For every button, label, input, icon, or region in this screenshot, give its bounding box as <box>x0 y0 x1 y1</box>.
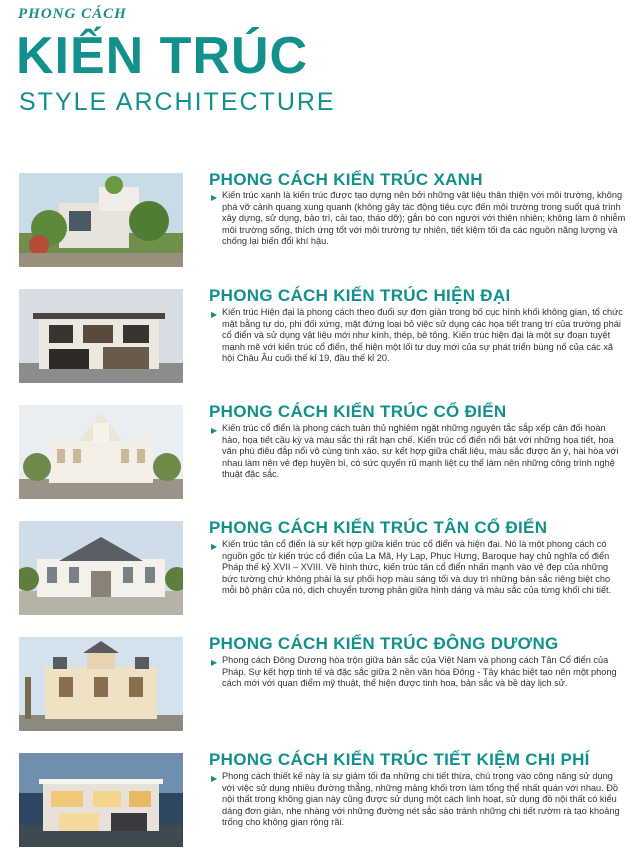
bullet-icon: ▶ <box>211 426 218 435</box>
classic-villa-photo <box>19 405 183 499</box>
green-house-photo <box>19 173 183 267</box>
bullet-icon: ▶ <box>211 658 218 667</box>
section-title: PHONG CÁCH KIẾN TRÚC TIẾT KIỆM CHI PHÍ <box>209 750 590 769</box>
section-title: PHONG CÁCH KIẾN TRÚC TÂN CỔ ĐIỂN <box>209 518 548 537</box>
neoclassical-villa-photo <box>19 521 183 615</box>
page-subtitle: STYLE ARCHITECTURE <box>19 88 336 116</box>
bullet-icon: ▶ <box>211 310 218 319</box>
bullet-icon: ▶ <box>211 542 218 551</box>
section-body: Phong cách thiết kế này là sự giảm tối đa những chi tiết thừa, chú trọng vào công năng sử dụng với việc sử dụng nhiều đường thẳng, những mảng khối trơn làm tổng thể nhất quán với nhau. Đồ nội thất trong không gian này cũng được sử dụng một cách linh hoạt, sử dụng đồ nội thất có kiểu dáng đơn giản, nhẹ nhàng với những đường nét sắc sảo tránh những chi tiết rườm rà tạo khoảng trống cho không gian rộng rãi. <box>222 771 620 828</box>
section-body: Kiến trúc tân cổ điển là sự kết hợp giữa kiến trúc cổ điển và hiện đại. Nó là một phong cách có nguồn gốc từ kiến trúc cổ điển của La Mã, Hy Lạp, Phục Hưng, Baroque hay chủ nghĩa cổ điển Pháp thế kỷ XVII – XVIII. Về hình thức, kiến trúc tân cổ điển nhấn mạnh vào vẻ đẹp của những bức tường chứ không phải là sự phối hợp màu sáng tối và duy trì những bản sắc riêng biệt cho mỗi bộ phận của nó, dịch chuyển tương phản giữa hình dáng và màu sắc của từng khối chi tiết. <box>222 539 612 596</box>
section-title: PHONG CÁCH KIẾN TRÚC ĐÔNG DƯƠNG <box>209 634 559 653</box>
bullet-icon: ▶ <box>211 774 218 783</box>
page-title: KIẾN TRÚC <box>16 27 309 85</box>
modern-house-photo <box>19 289 183 383</box>
section-title: PHONG CÁCH KIẾN TRÚC CỔ ĐIỂN <box>209 402 507 421</box>
section-body: Phong cách Đông Dương hòa trộn giữa bản sắc của Việt Nam và phong cách Tân Cổ điển của Pháp. Sự kết hợp tinh tế và đặc sắc giữa 2 nền văn hóa Đông - Tây khác biệt tạo nên một phong cách mới với quan điểm mỹ thuật, thể hiện được tinh hoa, bản sắc và bề dày lịch sử. <box>222 655 617 689</box>
section-body: Kiến trúc xanh là kiến trúc được tạo dựng nên bởi những vật liệu thân thiện với môi trường, không phá vỡ cảnh quang xung quanh (không gây tác động tiêu cực đến môi trường trong suốt quá trình xây dựng, sử dụng, bảo trì, cải tạo, tháo dỡ); gắn bó con người với thiên nhiên; không làm ô nhiễm môi trường sống, thích ứng tốt với môi trường tự nhiên, tiết kiệm tối đa các nguồn năng lượng và chống lại biến đổi khí hậu. <box>222 190 626 247</box>
indochine-building-photo <box>19 637 183 731</box>
cost-saving-house-photo <box>19 753 183 847</box>
section-body: Kiến trúc cổ điển là phong cách tuân thủ nghiêm ngặt những nguyên tắc sắp xếp cân đối hoàn hảo, họa tiết cầu kỳ và màu sắc thì rất hạn chế. Kiến trúc cổ điển nổi bật với những họa tiết, hoa văn phù điêu đắp nổi vô cùng tinh xảo, sự kết hợp giữa chất liệu, màu sắc được ăn ý, hài hòa với nhau làm nên vẻ đẹp huyền bí, có sức quyến rũ mạnh liệt cụ thể làm nên những công trình nghệ thuật đặc sắc. <box>222 423 619 480</box>
section-title: PHONG CÁCH KIẾN TRÚC XANH <box>209 170 483 189</box>
section-body: Kiến trúc Hiện đại là phong cách theo đuổi sự đơn giản trong bố cục hình khối không gian, tổ chức mặt bằng tự do, phi đối xứng, mặt đứng loại bỏ việc sử dụng các họa tiết trang trí của trường phái cổ điển và sử dụng vật liệu mới như kính, thép, bê tông. Kiến trúc hiện đại là một sự đoạn tuyệt mạnh mẽ với kiến trúc cổ điển, thể hiện một lối tư duy mới của sự phát triển bùng nổ của các xã hội Châu Âu cuối thế kỉ 19, đầu thế kỉ 20. <box>222 307 623 364</box>
bullet-icon: ▶ <box>211 193 218 202</box>
section-title: PHONG CÁCH KIẾN TRÚC HIỆN ĐẠI <box>209 286 511 305</box>
header-kicker: PHONG CÁCH <box>18 6 127 22</box>
